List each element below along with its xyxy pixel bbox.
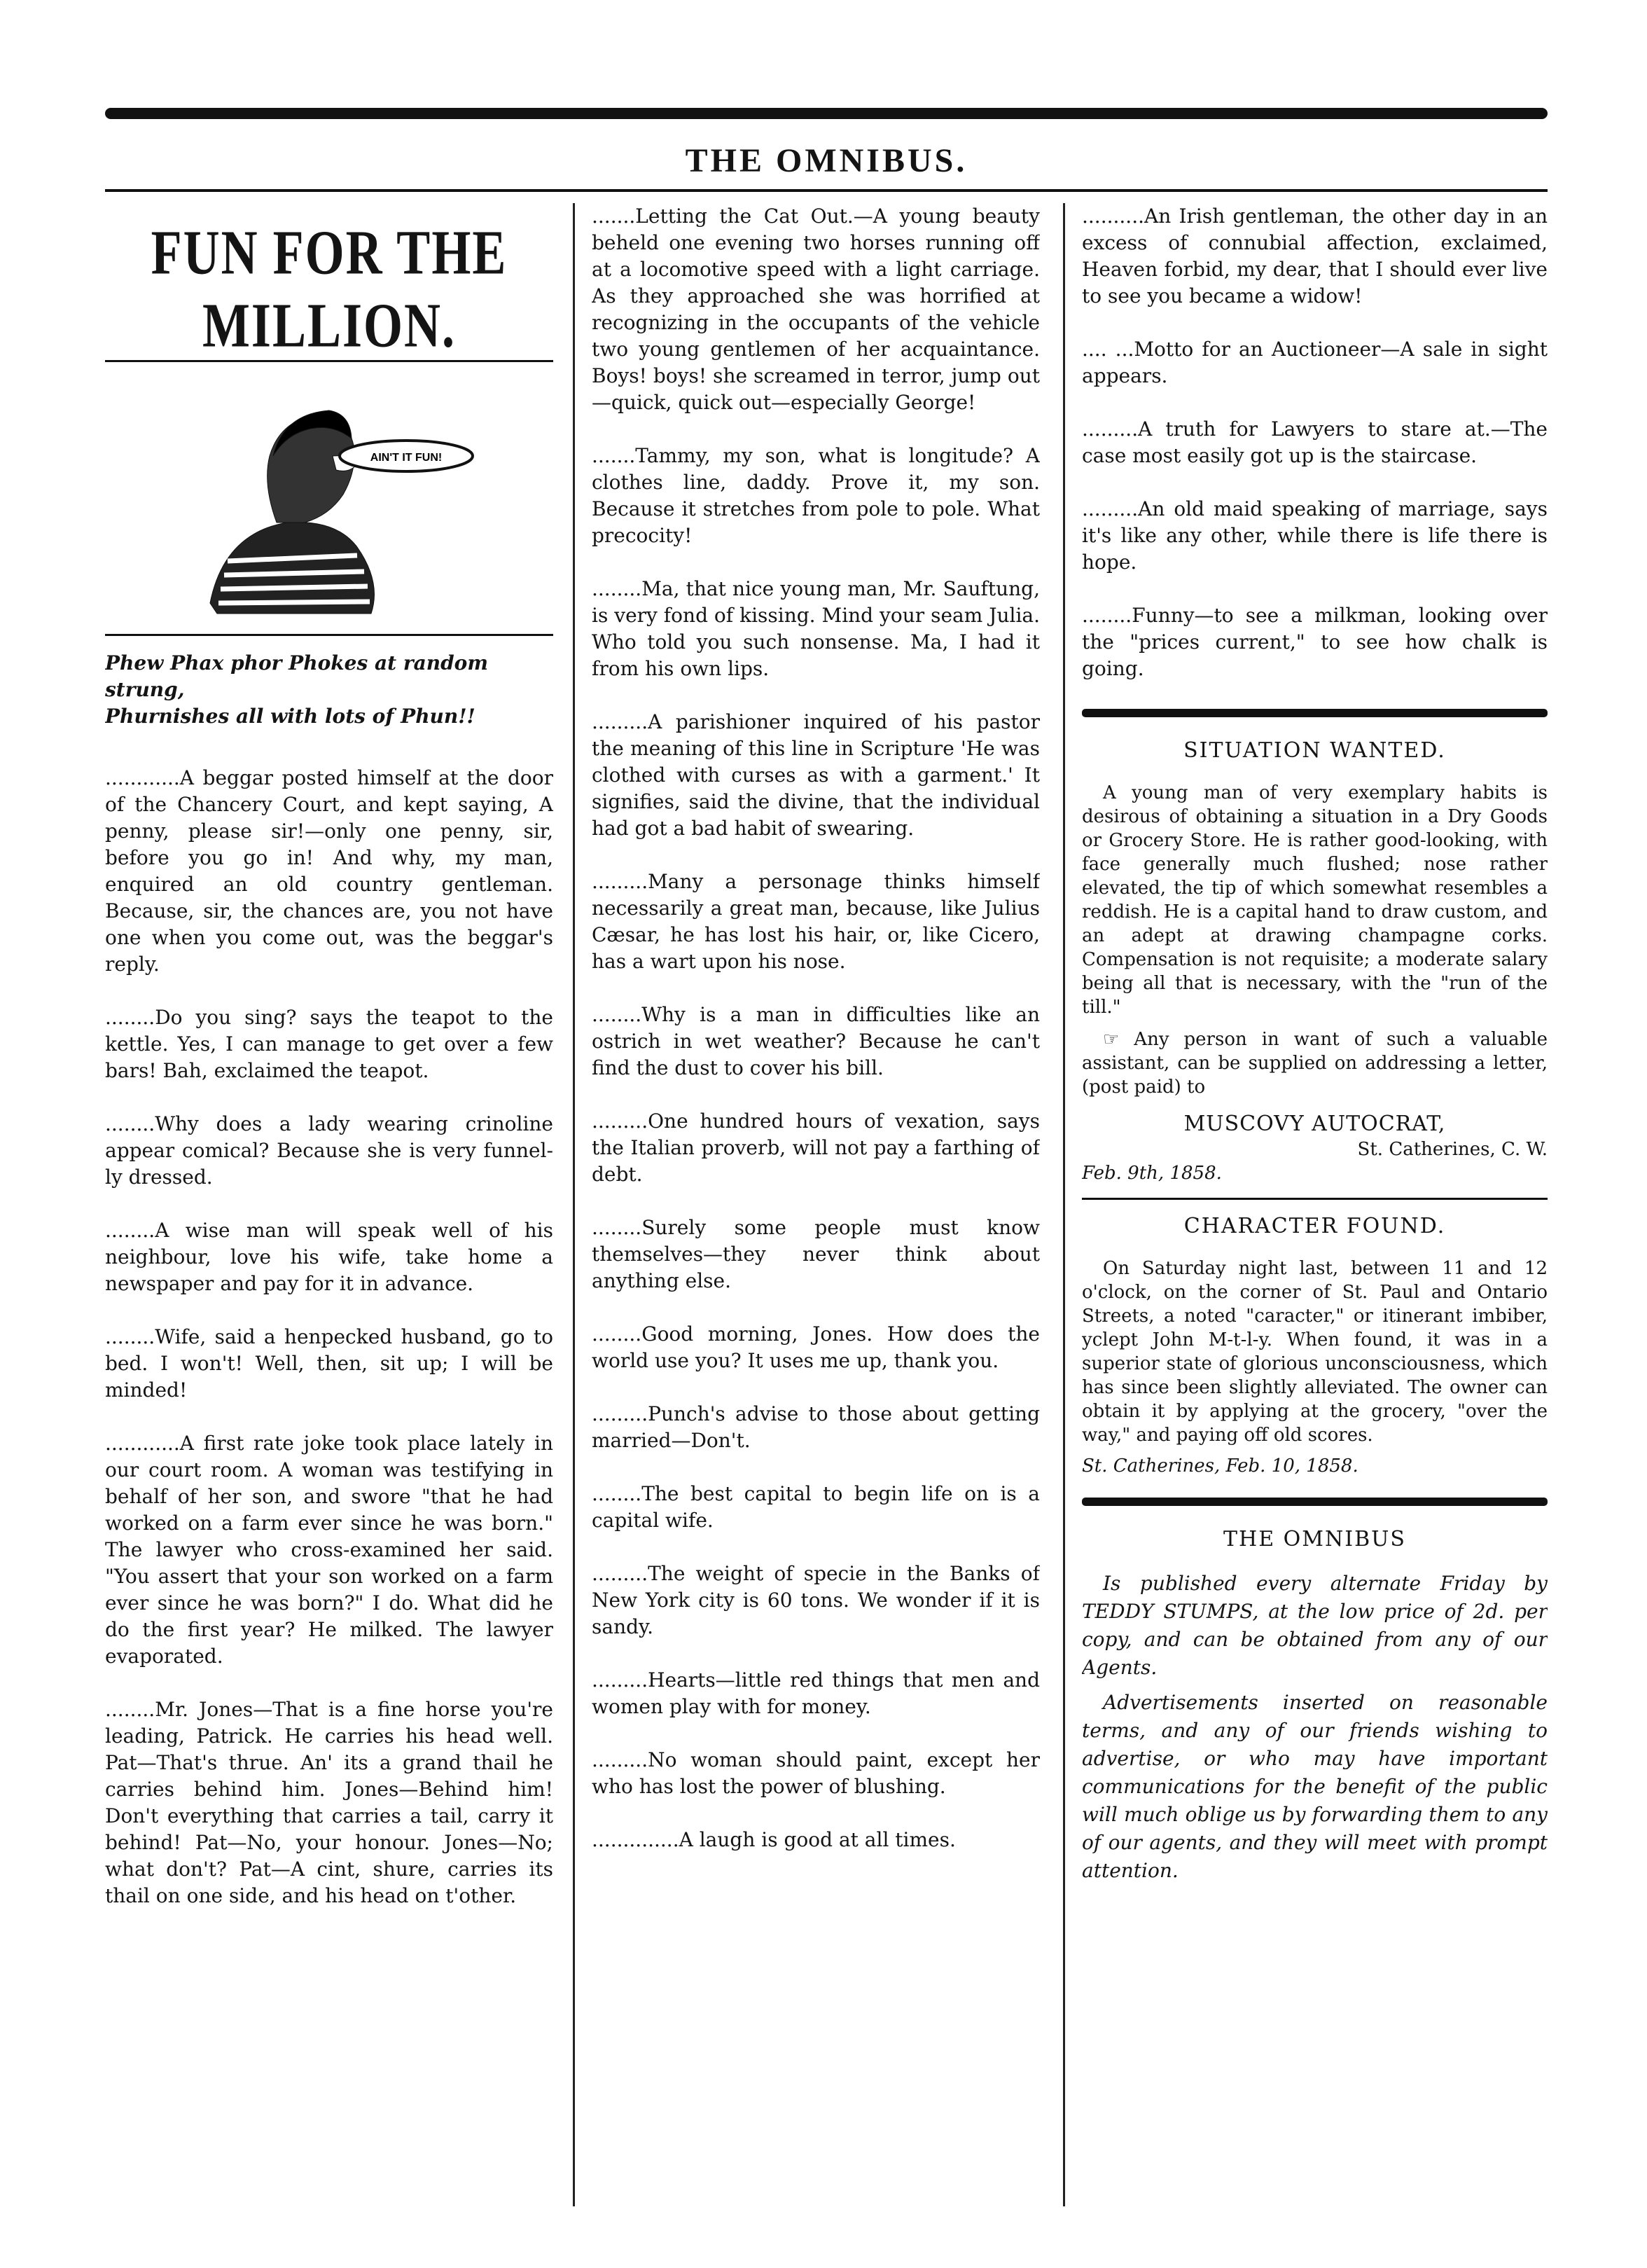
column-2	[592, 203, 1040, 2206]
character-found-date: St. Catherines, Feb. 10, 1858.	[1082, 1455, 1358, 1477]
situation-date: Feb. 9th, 1858.	[1082, 1163, 1222, 1184]
paragraph: ........Wife, said a henpecked husband, go to bed. I won't! Well, then, sit up; I will be minded!	[105, 1325, 553, 1402]
omnibus-notice-title: THE OMNIBUS	[1223, 1527, 1406, 1551]
situation-wanted-title: SITUATION WANTED.	[1183, 738, 1446, 763]
signature: MUSCOVY AUTOCRAT,	[1183, 1112, 1446, 1136]
man-laughing-illustration	[105, 372, 553, 624]
head-rule	[105, 189, 1548, 192]
character-found-title: CHARACTER FOUND.	[1183, 1214, 1446, 1238]
paragraph: ........Good morning, Jones. How does the world use you? It uses me up, thank you.	[592, 1322, 1040, 1372]
divider	[1082, 1198, 1548, 1200]
column-1	[105, 203, 553, 2206]
column-3	[1082, 203, 1548, 2206]
column-rule	[573, 203, 575, 2206]
masthead: THE OMNIBUS.	[685, 142, 968, 179]
paragraph: ........Ma, that nice young man, Mr. Sauftung, is very fond of kissing. Mind your seam Julia. Who told you such nonsense. Ma, I had it from his own lips.	[592, 577, 1040, 680]
paragraph: ............A beggar posted himself at the door of the Chancery Court, and kept saying, A penny, please sir!—only one penny, sir, before you go in! And why, my man, enquired an old country gentleman. Because, sir, the chances are, you not have one when you come out, was the beggar's reply.	[105, 766, 553, 976]
paragraph: ............A first rate joke took place lately in our court room. A woman was testifying in behalf of her son, and swore "that he had worked on a farm ever since he was born." The lawyer who cross-examined her said. "You assert that your son worked on a farm ever since he was born?" I do. What did he do the first year? He milked. The lawyer evaporated.	[105, 1432, 553, 1668]
paragraph: .........An old maid speaking of marriage, says it's like any other, while there is life there is hope.	[1082, 497, 1548, 574]
paragraph: .......Letting the Cat Out.—A young beauty beheld one evening two horses running off at a locomotive speed with a light carriage. As they approached she was horrified at recognizing in the occupants of the vehicle two young gentlemen of her acquaintance. Boys! boys! she screamed in terror, jump out—quick, quick out—especially George!	[592, 205, 1040, 414]
omnibus-notice-ads: Advertisements inserted on reasonable terms, and any of our friends wishing to advertise, or who may have important communications for the benefit of the public will much oblige us by forwarding them to any of our agents, and they will meet with prompt attention.	[1082, 1691, 1548, 1882]
paragraph: ........The best capital to begin life on is a capital wife.	[592, 1482, 1040, 1532]
paragraph: .........Punch's advise to those about getting married—Don't.	[592, 1402, 1040, 1452]
paragraph: ........Mr. Jones—That is a fine horse you're leading, Patrick. He carries his head well. Pat—That's thrue. An' its a grand thail he carries behind him. Jones—Behind him! Don't everything that carries a tail, carry it behind! Pat—No, your honour. Jones—No; what don't? Pat—A cint, shure, carries its thail on one side, and his head on t'other.	[105, 1698, 553, 1907]
paragraph: ..............A laugh is good at all times.	[592, 1828, 956, 1851]
section-title: FUN FOR THE MILLION.	[151, 217, 508, 361]
paragraph: .........A parishioner inquired of his pastor the meaning of this line in Scripture 'He was clothed with curses as with a garment.' It signifies, said the divine, that the individual had got a bad habit of swearing.	[592, 710, 1040, 840]
paragraph: .........Many a personage thinks himself necessarily a great man, because, like Julius Cæsar, he has lost his hair, or, like Cicero, has a wart upon his nose.	[592, 870, 1040, 973]
top-rule	[105, 108, 1548, 119]
paragraph: .........No woman should paint, except her who has lost the power of blushing.	[592, 1748, 1040, 1798]
newspaper-page	[105, 98, 1548, 2213]
section-divider	[1082, 1498, 1548, 1506]
divider	[105, 634, 553, 636]
column-rule	[1063, 203, 1065, 2206]
paragraph: .... ...Motto for an Auctioneer—A sale in sight appears.	[1082, 338, 1548, 387]
paragraph: ........Why is a man in difficulties like an ostrich in wet weather? Because he can't find the dust to cover his bill.	[592, 1003, 1040, 1079]
paragraph: .........A truth for Lawyers to stare at.—The case most easily got up is the staircase.	[1082, 417, 1548, 467]
signature-place: St. Catherines, C. W.	[1357, 1139, 1548, 1160]
character-found-text: On Saturday night last, between 11 and 12 o'clock, on the corner of St. Paul and Ontario Streets, a noted "caracter," or itinerant imbiber, yclept John M-t-l-y. When found, it was in a superior state of glorious unconsciousness, which has since been slightly alleviated. The owner can obtain it by applying at the grocery, "over the way," and paying off old scores.	[1082, 1258, 1548, 1446]
paragraph: ........A wise man will speak well of his neighbour, love his wife, take home a newspaper and pay for it in advance.	[105, 1219, 553, 1295]
paragraph: ........Funny—to see a milkman, looking over the "prices current," to see how chalk is going.	[1082, 604, 1548, 680]
section-divider	[1082, 709, 1548, 717]
paragraph: ..........An Irish gentleman, the other day in an excess of connubial affection, exclaimed, Heaven forbid, my dear, that I should ever live to see you became a widow!	[1082, 205, 1548, 307]
motto-line: Phurnishes all with lots of Phun!!	[105, 705, 475, 728]
paragraph: .......Tammy, my son, what is longitude? A clothes line, daddy. Prove it, my son. Because it stretches from pole to pole. What precocity!	[592, 444, 1040, 547]
paragraph: ........Do you sing? says the teapot to the kettle. Yes, I can manage to get over a few bars! Bah, exclaimed the teapot.	[105, 1006, 553, 1082]
motto-line: Phew Phax phor Phokes at random strung,	[105, 651, 488, 701]
situation-wanted-text: A young man of very exemplary habits is desirous of obtaining a situation in a Dry Goods or Grocery Store. He is rather good-looking, with face generally much flushed; nose rather elevated, the tip of which somewhat resembles a reddish. He is a capital hand to draw custom, and an adept at drawing champagne corks. Compensation is not requisite; a moderate salary being all that is necessary, with the "run of the till."	[1082, 782, 1548, 1018]
speech-bubble-label: AIN'T IT FUN!	[370, 452, 443, 464]
omnibus-notice-text: Is published every alternate Friday by TEDDY STUMPS, at the low price of 2d. per copy, and can be obtained from any of our Agents.	[1082, 1572, 1548, 1679]
situation-wanted-note: ☞ Any person in want of such a valuable assistant, can be supplied on addressing a letter, (post paid) to	[1082, 1029, 1548, 1098]
paragraph: ........Why does a lady wearing crinoline appear comical? Because she is very funnel-ly dressed.	[105, 1112, 553, 1189]
paragraph: .........Hearts—little red things that men and women play with for money.	[592, 1668, 1040, 1718]
motto	[105, 650, 553, 730]
paragraph: ........Surely some people must know themselves—they never think about anything else.	[592, 1216, 1040, 1292]
paragraph: .........One hundred hours of vexation, says the Italian proverb, will not pay a farthing of debt.	[592, 1109, 1040, 1186]
paragraph: .........The weight of specie in the Banks of New York city is 60 tons. We wonder if it is sandy.	[592, 1562, 1040, 1638]
